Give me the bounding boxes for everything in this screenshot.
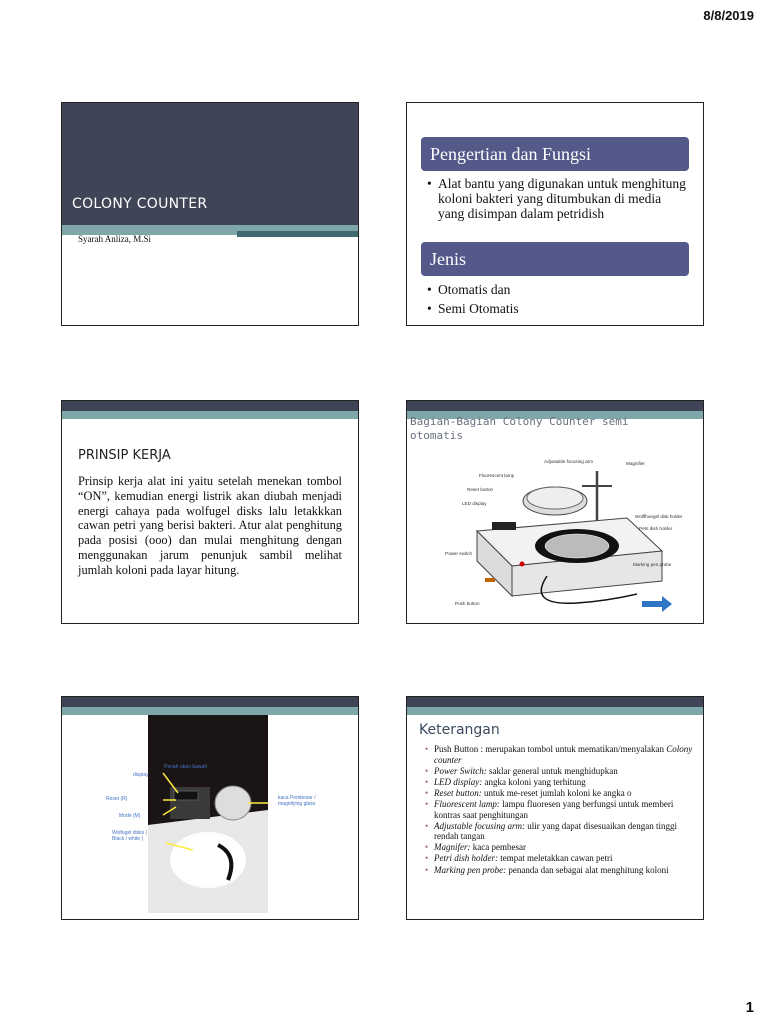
- list-item: [425, 865, 700, 876]
- label-reset: Reset button: [467, 487, 494, 492]
- item-term: LED display:: [434, 776, 483, 787]
- list-item: [425, 853, 700, 864]
- label-marking: Marking pen probe: [633, 562, 672, 567]
- list-item: [425, 766, 700, 777]
- list-item: [425, 842, 700, 853]
- colony-counter-diagram: [437, 456, 699, 616]
- item-desc: kaca pembesar: [472, 842, 526, 853]
- item-tail: Colony counter: [434, 744, 693, 765]
- list-item: • Semi Otomatis: [427, 299, 689, 318]
- section-heading-principle: PRINSIP KERJA: [78, 448, 171, 463]
- label-petri: Petri dish holder: [639, 526, 673, 531]
- label-focusing-arm: Adjustable focusing arm: [544, 459, 594, 464]
- label-fluorescent: Fluorescent lamp: [479, 473, 515, 478]
- print-date: 8/8/2019: [703, 8, 754, 23]
- legend-list: [425, 744, 700, 876]
- section-heading-legend: Keterangan: [419, 722, 500, 738]
- slide-4-parts: [406, 400, 704, 624]
- item-desc: ulir yang dapat disesuaikan dengan tinggi rendah tangan: [434, 820, 677, 842]
- list-item: [425, 788, 700, 799]
- accent-strip: [62, 401, 358, 419]
- slide-2-definition: [406, 102, 704, 326]
- author-name: Syarah Anliza, M.Si: [78, 234, 151, 244]
- list-item: [425, 744, 700, 765]
- slide-1-title: [61, 102, 359, 326]
- presentation-title: COLONY COUNTER: [72, 196, 208, 212]
- item-desc: saklar general untuk menghidupkan: [489, 765, 618, 776]
- label-magnifier: kaca Pembesar / magnifying glass: [278, 795, 316, 807]
- item-term: Fluorescent lamp:: [434, 798, 500, 809]
- label-wolfugel: Wolfugel disks ( Black / white ): [112, 830, 148, 842]
- item-desc: penanda dan sebagai alat menghitung koloni: [508, 864, 669, 875]
- label-push: Push button: [455, 601, 480, 606]
- section-heading-definition: Pengertian dan Fungsi: [421, 137, 689, 171]
- label-wolfugel: Wolffhuegel disk holder: [635, 514, 683, 519]
- list-item: [425, 799, 700, 820]
- section-heading-types: Jenis: [421, 242, 689, 276]
- label-display: display: [133, 772, 149, 778]
- slide-3-principle: [61, 400, 359, 624]
- definition-list: [427, 176, 689, 221]
- slide-title: Bagian-Bagian Colony Counter semi otomatis: [410, 415, 629, 442]
- list-item: • Alat bantu yang digunakan untuk menghitung koloni bakteri yang ditumbukan di media yang disimpan dalam petridish: [427, 176, 689, 221]
- colony-counter-photo: [148, 715, 268, 913]
- accent-strip: [407, 697, 703, 715]
- item-term: Marking pen probe:: [434, 864, 507, 875]
- label-led: LED display: [462, 501, 487, 506]
- item-desc: lampu fluoresen yang berfungsi untuk memberi kontras saat penghitungan: [434, 798, 674, 820]
- list-item: [425, 777, 700, 788]
- list-item: [425, 821, 700, 842]
- item-desc: merupakan tombol untuk mematikan/menyalakan: [485, 744, 664, 754]
- item-term: Petri dish holder:: [434, 853, 498, 864]
- list-item: • Otomatis dan: [427, 280, 689, 299]
- types-list: [427, 280, 689, 318]
- item-term: Adjustable focusing arm:: [434, 820, 525, 831]
- slide-5-photo: [61, 696, 359, 920]
- item-term: Push Button :: [434, 744, 484, 754]
- label-mode: Mode (M): [119, 813, 141, 819]
- item-desc: untuk me-reset jumlah koloni ke angka o: [484, 787, 632, 798]
- item-desc: tempat meletakkan cawan petri: [500, 853, 613, 864]
- label-pointer: Penah uban bawah: [164, 764, 208, 770]
- item-term: Power Switch:: [434, 765, 487, 776]
- principle-paragraph: Prinsip kerja alat ini yaitu setelah menekan tombol “ON”, kemudian energi listrik akan diubah menjadi energi cahaya pada wolfugel disks lalu letakkkan cawan petri yang berisi bakteri. Atur alat penghitung pada posisi (ooo) dan mulai menghitung dengan menggunakan jarum penunjuk sambil melihat jumlah koloni pada layar hitung.: [78, 474, 342, 577]
- label-power: Power switch: [445, 551, 473, 556]
- accent-band-dark: [237, 231, 358, 237]
- page-number: 1: [745, 999, 754, 1016]
- item-term: Magnifer:: [434, 842, 471, 853]
- accent-strip: [62, 697, 358, 715]
- item-desc: angka koloni yang terhitung: [484, 776, 586, 787]
- label-magnifier: Magnifier: [626, 461, 645, 466]
- item-term: Reset button:: [434, 787, 482, 798]
- label-reset: Reset (R): [106, 796, 128, 802]
- slide-6-legend: [406, 696, 704, 920]
